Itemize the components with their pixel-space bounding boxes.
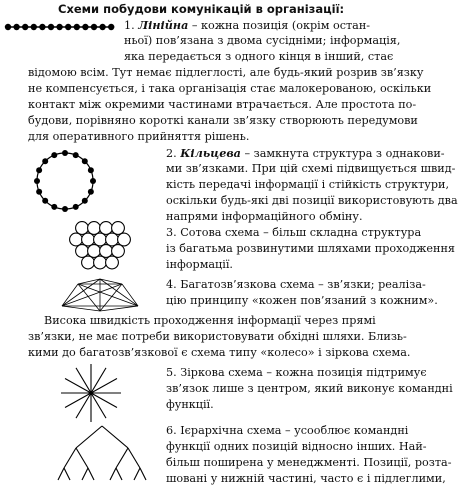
para-line3: кими до багатозв’язкової є схема типу «колесо» і зіркова схема.	[28, 346, 411, 359]
cell-node	[70, 233, 83, 246]
item1-line6: контакт між окремими частинами втрачається. Але простота по-	[28, 98, 417, 111]
item5-line1: 5. Зіркова схема – кожна позиція підтримує	[166, 366, 427, 379]
item1-term: Лінійна	[138, 18, 189, 32]
linear-node	[48, 24, 54, 30]
ring-node	[62, 206, 68, 212]
mesh-link	[62, 306, 100, 311]
linear-node	[65, 24, 71, 30]
item4-line2: цію принципу «кожен пов’язаний з кожним».	[166, 294, 438, 307]
item2-term: Кільцева	[180, 146, 241, 160]
cell-node	[100, 222, 113, 235]
ring-node	[88, 189, 94, 195]
tree-branch	[64, 468, 70, 480]
cell-node	[94, 256, 107, 269]
item3-line2: із багатьма розвинутими шляхами проходження	[166, 242, 455, 255]
item6-line2: функції одних позицій відносно інших. Най-	[166, 440, 427, 453]
ring-node	[36, 167, 42, 173]
item2-line5: напрями інформаційного обміну.	[166, 210, 363, 223]
tree-branch	[134, 468, 140, 480]
linear-node	[39, 24, 45, 30]
ring-node	[73, 204, 79, 210]
cell-node	[82, 233, 95, 246]
ring-scheme-figure	[30, 146, 100, 216]
para-line1: Висока швидкість проходження інформації через прямі	[44, 314, 376, 327]
cell-node	[94, 233, 107, 246]
ring-node	[62, 150, 68, 156]
tree-branch	[140, 468, 146, 480]
cell-node	[112, 222, 125, 235]
tree-branch	[128, 448, 140, 468]
ring-node	[42, 198, 48, 204]
ring-node	[82, 198, 88, 204]
cell-node	[100, 245, 113, 258]
item1-line2: ньої) пов’язана з двома сусідніми; інформація,	[124, 34, 401, 47]
item2-line2: ми зв’язками. При цій схемі підвищується швид-	[166, 162, 456, 175]
multilink-scheme-figure	[58, 276, 142, 314]
tree-branch	[116, 468, 122, 480]
tree-branch	[76, 448, 88, 468]
cell-node	[76, 245, 89, 258]
cell-node	[76, 222, 89, 235]
linear-node	[22, 24, 28, 30]
item1-line8: для оперативного прийняття рішень.	[28, 130, 250, 143]
linear-node	[13, 24, 19, 30]
linear-node	[91, 24, 97, 30]
ring-node	[82, 158, 88, 164]
linear-node	[108, 24, 114, 30]
tree-branch	[82, 468, 88, 480]
item2-line1: 2. Кільцева – замкнута структура з однакови-	[166, 146, 445, 160]
hierarchy-scheme-figure	[54, 424, 150, 482]
item3-line3: інформації.	[166, 258, 233, 271]
linear-node	[31, 24, 37, 30]
item1-line7: будови, порівняно короткі канали зв’язку створюють передумови	[28, 114, 418, 127]
linear-node	[5, 24, 11, 30]
item6-line1: 6. Ієрархічна схема – усооблює командні	[166, 424, 409, 437]
cell-node	[106, 233, 119, 246]
cell-node	[106, 256, 119, 269]
star-scheme-figure	[56, 362, 126, 424]
ring-node	[90, 178, 96, 184]
cell-node	[118, 233, 131, 246]
cell-node	[112, 245, 125, 258]
item5-line2: зв’язок лише з центром, який виконує командні	[166, 382, 453, 395]
ring-node	[51, 204, 57, 210]
cell-node	[88, 222, 101, 235]
item6-line4: шовані у нижній частині, часто є і підлеглими,	[166, 472, 446, 485]
item1-line4: відомою всім. Тут немає підлеглості, але будь-який розрив зв’язку	[28, 66, 424, 79]
tree-branch	[102, 426, 128, 448]
item2-line4: оскільки будь-які дві позиції використовують два	[166, 194, 458, 207]
cell-node	[82, 256, 95, 269]
ring-node	[36, 189, 42, 195]
cellular-scheme-figure	[64, 220, 140, 272]
tree-branch	[64, 448, 76, 468]
mesh-link	[100, 306, 138, 311]
tree-branch	[88, 468, 94, 480]
ring-node	[51, 152, 57, 158]
ring-node	[42, 158, 48, 164]
ring-node	[34, 178, 40, 184]
ring-node	[88, 167, 94, 173]
item1-line5: не компенсується, і така організація стає малокерованою, оскільки	[28, 82, 432, 95]
para-line2: зв’язки, не має потреби використовувати обхідні шляхи. Близь-	[28, 330, 407, 343]
document-title: Схеми побудови комунікацій в організації:	[58, 2, 345, 16]
item6-line3: більш поширена у менеджменті. Позиції, розта-	[166, 456, 452, 469]
item4-line1: 4. Багатозв’язкова схема – зв’язки; реаліза-	[166, 278, 426, 291]
item1-line1: 1. Лінійна – кожна позиція (окрім остан-	[124, 18, 371, 32]
item5-line3: функції.	[166, 398, 214, 411]
tree-branch	[58, 468, 64, 480]
tree-branch	[116, 448, 128, 468]
item1-line3: яка передається з одного кінця в інший, стає	[124, 50, 394, 63]
linear-node	[56, 24, 62, 30]
item3-line1: 3. Сотова схема – більш складна структура	[166, 226, 422, 239]
linear-scheme-figure	[4, 22, 116, 32]
linear-node	[99, 24, 105, 30]
item2-line3: кість передачі інформації і стійкість структури,	[166, 178, 450, 191]
tree-branch	[110, 468, 116, 480]
cell-node	[88, 245, 101, 258]
linear-node	[82, 24, 88, 30]
ring-node	[73, 152, 79, 158]
tree-branch	[76, 426, 102, 448]
linear-node	[74, 24, 80, 30]
